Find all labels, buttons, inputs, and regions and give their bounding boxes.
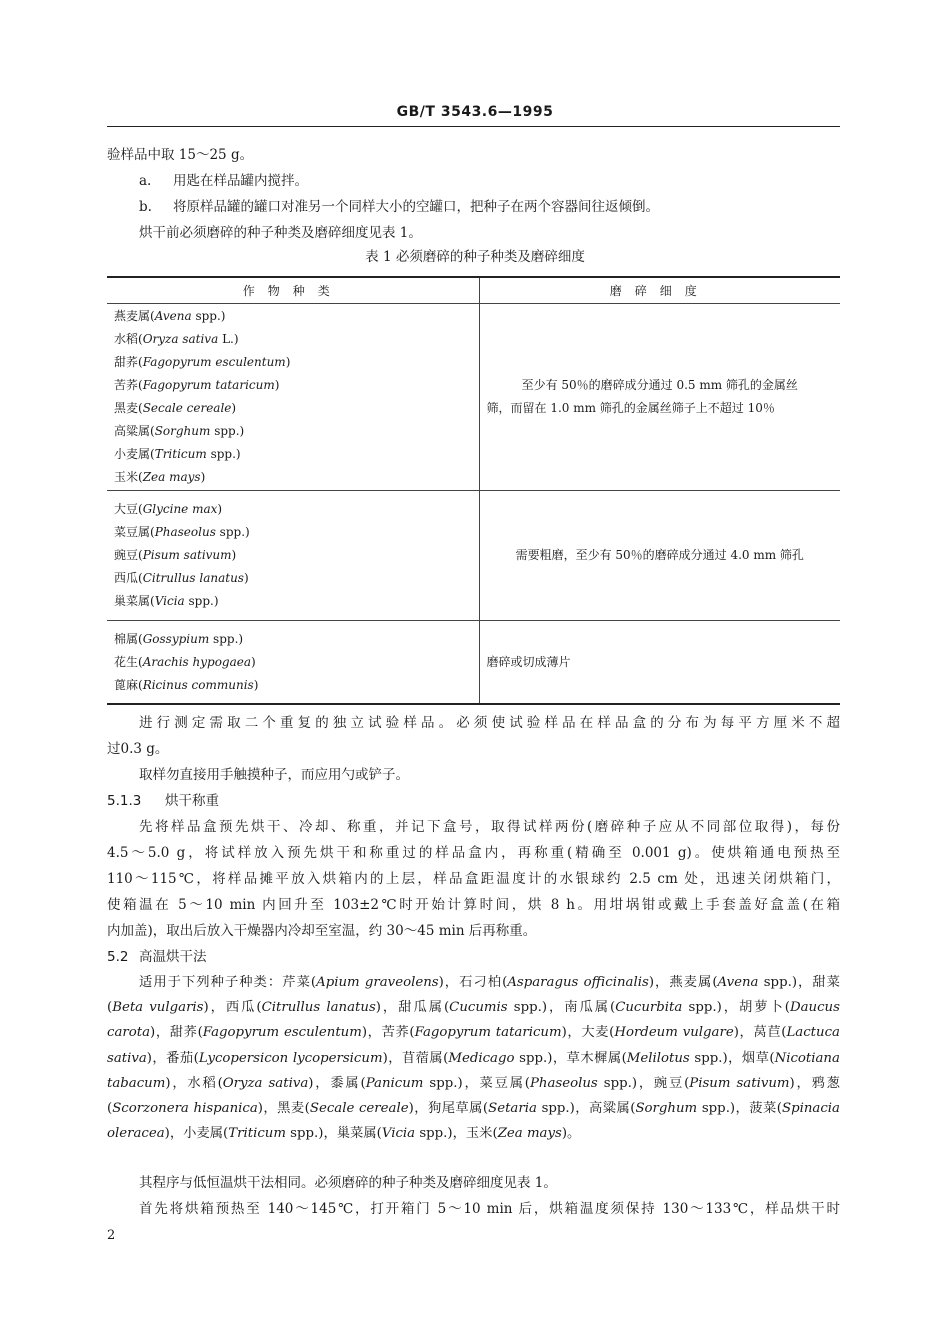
- species-entry: 巢菜属(Vicia spp.)，: [336, 1126, 466, 1142]
- column-header-species: 作物种类: [107, 277, 479, 304]
- species-entry: 小麦属(Triticum spp.): [114, 447, 241, 461]
- fineness-cell: [479, 621, 840, 705]
- species-list: [114, 305, 472, 489]
- grinding-table: [107, 276, 840, 705]
- section-number: 5.2: [107, 949, 129, 965]
- species-entry: 甜荞(Fagopyrum esculentum): [114, 355, 291, 369]
- list-item-a: [139, 171, 308, 191]
- species-entry: 蓖麻(Ricinus communis): [114, 677, 259, 692]
- species-entry: 燕麦属(Avena spp.): [114, 309, 226, 323]
- text-run: 先将样品盒预先烘干、冷却、称重，并记下盒号，取得试样两份(磨碎种子应从不同部位取得)，每份: [139, 819, 840, 835]
- page-number: 2: [107, 1228, 116, 1243]
- list-label: a.: [139, 173, 152, 189]
- applicable-species-paragraph: [107, 970, 840, 1146]
- fineness-text: 磨碎或切成薄片: [486, 654, 571, 669]
- species-entry: 高粱属(Sorghum spp.): [114, 424, 245, 438]
- species-entry: 番茄(Lycopersicon lycopersicum)，: [166, 1050, 402, 1066]
- species-entry: 豌豆(Pisum sativum): [114, 548, 237, 562]
- species-cell: [107, 491, 479, 621]
- species-list: [114, 498, 472, 613]
- species-entry: 苜蓿属(Medicago spp.)，: [401, 1050, 567, 1066]
- species-entry: 苦荞(Fagopyrum tataricum)，: [381, 1025, 582, 1041]
- paragraph-line: [107, 1199, 840, 1239]
- paragraph-line: 内加盖)，取出后放入干燥器内冷却至室温，约 30～45 min 后再称重。: [107, 923, 537, 939]
- table-caption: 表 1 必须磨碎的种子种类及磨碎细度: [365, 249, 585, 265]
- text-run: 110～115℃，将样品摊平放入烘箱内的上层，样品盒距温度计的水银球约 2.5 cm 处，迅速关闭烘箱门，: [107, 871, 840, 887]
- fineness-cell: [479, 491, 840, 621]
- species-entry: 燕麦属(Avena spp.)，: [669, 975, 813, 990]
- fineness-text: 需要粗磨，至少有 50％的磨碎成分通过 4.0 mm 筛孔: [515, 548, 804, 562]
- species-entry: 大豆(Glycine max): [114, 502, 223, 516]
- species-entry: 烟草(Nicotiana tabacum)，: [107, 1050, 840, 1091]
- species-entry: 水稻(Oryza sativa L.): [114, 332, 239, 346]
- table-row: [107, 491, 840, 621]
- fineness-text: [487, 374, 834, 420]
- table-row: [107, 621, 840, 705]
- species-entry: 草木樨属(Melilotus spp.)，: [566, 1050, 742, 1066]
- species-entry: 玉米(Zea mays): [114, 470, 206, 484]
- species-entry: 花生(Arachis hypogaea): [114, 654, 256, 669]
- paragraph-line: 过0.3 g。: [107, 741, 169, 757]
- species-entry: 菠菜(Spinacia oleracea)，: [107, 1101, 840, 1142]
- species-entry: 西瓜(Citrullus lanatus): [114, 571, 249, 585]
- header-rule: [107, 126, 840, 127]
- intro-line: 验样品中取 15～25 g。: [107, 147, 254, 163]
- species-entry: 甜菜(Beta vulgaris)，: [107, 975, 840, 1016]
- paragraph-line: 其程序与低恒温烘干法相同。必须磨碎的种子种类及磨碎细度见表 1。: [139, 1175, 557, 1191]
- species-entry: 南瓜属(Cucurbita spp.)，: [564, 1000, 739, 1016]
- species-entry: 芹菜(Apium graveolens)，: [282, 975, 460, 990]
- list-text: 用匙在样品罐内搅拌。: [173, 173, 308, 189]
- species-inline-list: [107, 975, 840, 1141]
- list-text: 将原样品罐的罐口对准另一个同样大小的空罐口，把种子在两个容器间往返倾倒。: [173, 199, 659, 215]
- text-run: 进行测定需取二个重复的独立试验样品。必须使试验样品在样品盒的分布为每平方厘米不超: [139, 715, 840, 731]
- text-run: 适用于下列种子种类：: [139, 975, 283, 990]
- species-entry: 豌豆(Pisum sativum)，: [653, 1075, 812, 1091]
- standard-header: GB/T 3543.6—1995: [396, 104, 554, 120]
- species-entry: 鸦葱(Scorzonera hispanica)，: [107, 1075, 840, 1117]
- species-entry: 莴苣(Lactuca sativa)，: [107, 1025, 840, 1066]
- species-entry: 西瓜(Citrullus lanatus)，: [225, 1000, 399, 1016]
- species-entry: 玉米(Zea mays)。: [465, 1126, 581, 1142]
- species-entry: 黑麦(Secale cereale)，: [277, 1101, 428, 1117]
- species-entry: 高粱属(Sorghum spp.)，: [589, 1101, 750, 1117]
- section-title: 高温烘干法: [139, 949, 207, 965]
- table-header-row: [107, 277, 840, 304]
- fineness-line: 筛，而留在 1.0 mm 筛孔的金属丝筛子上不超过 10％: [486, 401, 775, 415]
- species-entry: 菜豆属(Phaseolus spp.): [114, 525, 250, 539]
- section-heading-513: [107, 791, 219, 811]
- species-entry: 菜豆属(Phaseolus spp.)，: [479, 1075, 654, 1091]
- list-item-b: [139, 197, 659, 217]
- section-title: 烘干称重: [165, 793, 219, 809]
- list-label: b.: [139, 199, 152, 215]
- table-row: [107, 304, 840, 491]
- species-entry: 巢菜属(Vicia spp.): [114, 594, 219, 608]
- species-entry: 小麦属(Triticum spp.)，: [183, 1126, 337, 1142]
- species-entry: 黍属(Panicum spp.)，: [330, 1075, 480, 1091]
- species-entry: 石刁柏(Asparagus officinalis)，: [459, 975, 670, 990]
- section-number: 5.1.3: [107, 793, 142, 809]
- column-header-fineness: 磨碎细度: [479, 277, 840, 304]
- species-entry: 甜荞(Fagopyrum esculentum)，: [169, 1025, 382, 1041]
- table-reference-line: 烘干前必须磨碎的种子种类及磨碎细度见表 1。: [139, 225, 422, 241]
- fineness-cell: [479, 304, 840, 491]
- fineness-line: 至少有 50％的磨碎成分通过 0.5 mm 筛孔的金属丝: [521, 378, 798, 392]
- species-entry: 大麦(Hordeum vulgare)，: [581, 1025, 754, 1041]
- species-entry: 黑麦(Secale cereale): [114, 401, 237, 415]
- species-entry: 苦荞(Fagopyrum tataricum): [114, 378, 280, 392]
- text-run: 4.5～5.0 g，将试样放入预先烘干和称重过的样品盒内，再称重(精确至 0.001 g)。使烘箱通电预热至: [107, 845, 840, 861]
- species-entry: 棉属(Gossypium spp.): [114, 631, 244, 646]
- section-heading-52: [107, 947, 207, 967]
- species-entry: 甜瓜属(Cucumis spp.)，: [398, 1000, 565, 1016]
- paragraph-line: [107, 713, 840, 753]
- text-run: 首先将烘箱预热至 140～145℃，打开箱门 5～10 min 后，烘箱温度须保持 130～133℃，样品烘干时: [139, 1201, 840, 1217]
- species-cell: [107, 304, 479, 491]
- species-entry: 胡萝卜(Daucus carota)，: [107, 1000, 840, 1041]
- species-cell: [107, 621, 479, 705]
- species-list: [114, 628, 472, 697]
- paragraph-line: 取样勿直接用手触摸种子，而应用勺或铲子。: [139, 767, 409, 783]
- species-entry: 水稻(Oryza sativa)，: [187, 1075, 331, 1091]
- text-run: 使箱温在 5～10 min 内回升至 103±2℃时开始计算时间，烘 8 h。用坩埚钳或戴上手套盖好盒盖(在箱: [107, 897, 840, 913]
- species-entry: 狗尾草属(Setaria spp.)，: [427, 1101, 590, 1117]
